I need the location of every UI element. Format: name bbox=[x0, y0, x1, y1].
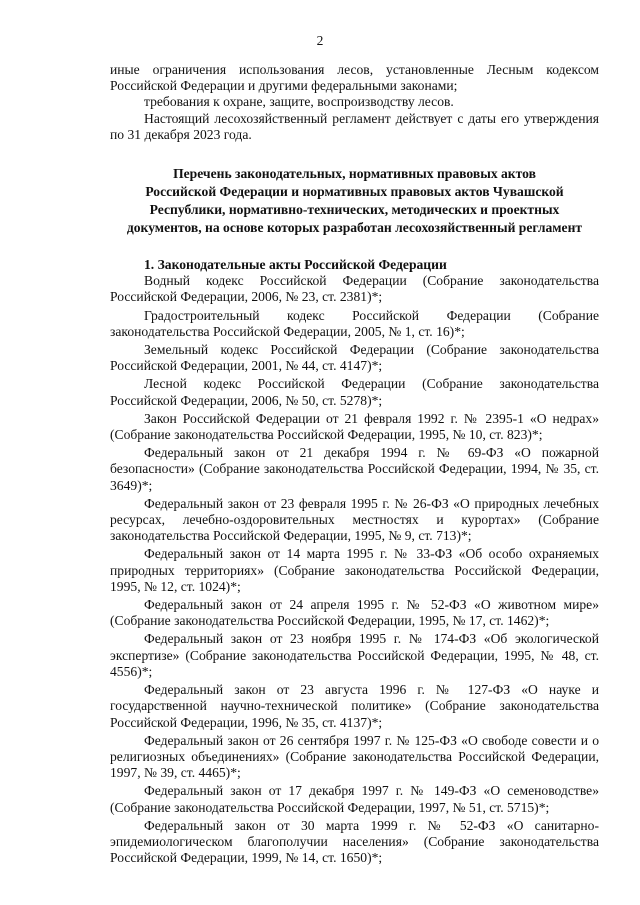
intro-paragraph: иные ограничения использования лесов, установленные Лесным кодексом Российской Федерации и другими федеральными законами; bbox=[110, 62, 599, 94]
heading-line: Республики, нормативно-технических, методических и проектных bbox=[149, 202, 560, 218]
act-item: Лесной кодекс Российской Федерации (Собрание законодательства Российской Федерации, 2006, № 50, ст. 5278)*; bbox=[110, 376, 599, 408]
document-body bbox=[110, 62, 599, 866]
heading-line: Перечень законодательных, нормативных правовых актов bbox=[173, 166, 536, 182]
act-item: Градостроительный кодекс Российской Федерации (Собрание законодательства Российской Федерации, 2005, № 1, ст. 16)*; bbox=[110, 307, 599, 339]
act-item: Федеральный закон от 14 марта 1995 г. № 33-ФЗ «Об особо охраняемых природных территориях» (Собрание законодательства Российской Федерации, 1995, № 12, ст. 1024)*; bbox=[110, 546, 599, 594]
act-item: Федеральный закон от 23 августа 1996 г. № 127-ФЗ «О науке и государственной научно-технической политике» (Собрание законодательства Российской Федерации, 1996, № 35, ст. 4137)*; bbox=[110, 682, 599, 730]
act-item: Федеральный закон от 23 ноября 1995 г. № 174-ФЗ «Об экологической экспертизе» (Собрание законодательства Российской Федерации, 1995, № 48, ст. 4556)*; bbox=[110, 631, 599, 679]
act-item: Федеральный закон от 24 апреля 1995 г. № 52-ФЗ «О животном мире» (Собрание законодательства Российской Федерации, 1995, № 17, ст. 1462)*; bbox=[110, 597, 599, 629]
act-item: Федеральный закон от 23 февраля 1995 г. № 26-ФЗ «О природных лечебных ресурсах, лечебно-оздоровительных местностях и курортах» (Собрание законодательства Российской Федерации, 1995, № 9, ст. 713)*; bbox=[110, 495, 599, 544]
act-item: Федеральный закон от 21 декабря 1994 г. № 69-ФЗ «О пожарной безопасности» (Собрание законодательства Российской Федерации, 1994, № 35, ст. 3649)*; bbox=[110, 445, 599, 493]
act-item: Земельный кодекс Российской Федерации (Собрание законодательства Российской Федерации, 2001, № 44, ст. 4147)*; bbox=[110, 342, 599, 374]
section-title: 1. Законодательные акты Российской Федерации bbox=[144, 257, 447, 273]
act-item: Федеральный закон от 30 марта 1999 г. № 52-ФЗ «О санитарно-эпидемиологическом благополучии населения» (Собрание законодательства Российской Федерации, 1999, № 14, ст. 1650)*; bbox=[110, 817, 599, 866]
act-item: Федеральный закон от 17 декабря 1997 г. № 149-ФЗ «О семеноводстве» (Собрание законодательства Российской Федерации, 1997, № 51, ст. 5715)*; bbox=[110, 783, 599, 815]
intro-paragraph: требования к охране, защите, воспроизводству лесов. bbox=[144, 94, 454, 110]
heading-line: Российской Федерации и нормативных правовых актов Чувашской bbox=[145, 184, 564, 200]
list-heading bbox=[110, 165, 599, 237]
intro-paragraph: Настоящий лесохозяйственный регламент действует с даты его утверждения по 31 декабря 2023 года. bbox=[110, 110, 599, 142]
heading-line: документов, на основе которых разработан лесохозяйственный регламент bbox=[126, 220, 583, 236]
act-item: Закон Российской Федерации от 21 февраля 1992 г. № 2395-1 «О недрах» (Собрание законодательства Российской Федерации, 1995, № 10, ст. 823)*; bbox=[110, 410, 599, 443]
act-item: Водный кодекс Российской Федерации (Собрание законодательства Российской Федерации, 2006, № 23, ст. 2381)*; bbox=[110, 273, 599, 305]
act-item: Федеральный закон от 26 сентября 1997 г. № 125-ФЗ «О свободе совести и о религиозных объединениях» (Собрание законодательства Российской Федерации, 1997, № 39, ст. 4465)*; bbox=[110, 732, 599, 781]
page-number: 2 bbox=[316, 33, 324, 48]
